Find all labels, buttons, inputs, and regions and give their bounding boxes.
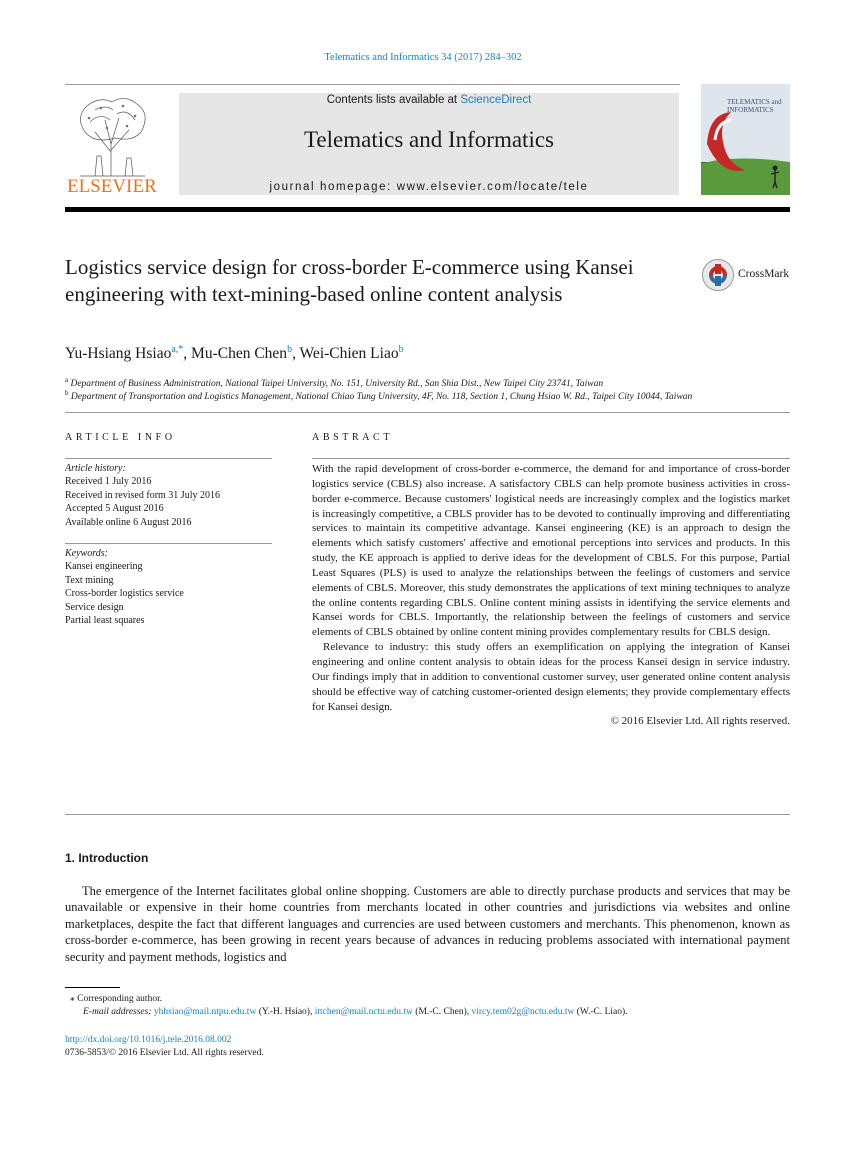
article-title: Logistics service design for cross-border E-commerce using Kansei engineering with text-mining-based online content analysis bbox=[65, 255, 634, 306]
author-affil-marker[interactable]: b bbox=[398, 344, 404, 355]
abstract-copyright: © 2016 Elsevier Ltd. All rights reserved. bbox=[610, 715, 790, 728]
keywords-label: Keywords: bbox=[65, 548, 108, 559]
corresponding-author-note: ⁎ Corresponding author. bbox=[70, 994, 163, 1004]
email-link[interactable]: vircy.tem02g@nctu.edu.tw bbox=[471, 1007, 575, 1017]
publisher-wordmark: ELSEVIER bbox=[67, 177, 157, 197]
header-rule bbox=[65, 207, 790, 212]
affiliation-b bbox=[65, 389, 692, 402]
history-item: Received in revised form 31 July 2016 bbox=[65, 489, 220, 501]
keywords-divider bbox=[65, 543, 272, 544]
author-affil-marker[interactable]: a,* bbox=[171, 344, 184, 355]
introduction-paragraph: The emergence of the Internet facilitates global online shopping. Customers are able to directly purchase products and services that may be unavailable or expensive in their home countries from merchants located in other countries and jurisdictions via websites and online marketplaces, despite the fact that different languages and currencies are used between customers and merchants. This phenomenon, known as cross-border e-commerce, has been growing in recent years because of advances in reducing problems associated with international payment security and payment methods, logistics and bbox=[65, 884, 790, 964]
author-name[interactable]: Wei-Chien Liao bbox=[299, 345, 399, 363]
cover-title bbox=[727, 98, 787, 114]
affiliation-marker: b bbox=[65, 389, 69, 397]
section-heading-introduction: 1. Introduction bbox=[65, 851, 149, 865]
affiliation-divider bbox=[65, 412, 790, 413]
journal-title: Telematics and Informatics bbox=[303, 127, 554, 152]
sciencedirect-link[interactable]: ScienceDirect bbox=[460, 94, 532, 106]
keyword-item: Service design bbox=[65, 601, 124, 613]
keywords-list bbox=[65, 547, 275, 627]
article-info-heading: ARTICLE INFO bbox=[65, 432, 176, 443]
cover-title-line2: INFORMATICS bbox=[727, 106, 774, 114]
author-name[interactable]: Yu-Hsiang Hsiao bbox=[65, 345, 172, 363]
keyword-item: Partial least squares bbox=[65, 615, 145, 627]
author-name[interactable]: Mu-Chen Chen bbox=[191, 345, 288, 363]
contents-prefix: Contents lists available at bbox=[326, 94, 461, 106]
author-affil-marker[interactable]: b bbox=[287, 344, 293, 355]
journal-citation-link[interactable]: Telematics and Informatics 34 (2017) 284–302 bbox=[324, 52, 522, 63]
email-owner: (Y.-H. Hsiao), bbox=[256, 1007, 315, 1017]
email-owner: (M.-C. Chen), bbox=[412, 1007, 472, 1017]
history-item: Accepted 5 August 2016 bbox=[65, 503, 164, 515]
header-divider bbox=[65, 84, 680, 85]
author-separator: , bbox=[292, 345, 300, 363]
history-item: Available online 6 August 2016 bbox=[65, 516, 192, 528]
article-history bbox=[65, 462, 275, 529]
affiliation-text: Department of Business Administration, National Taipei University, No. 151, University Rd., San Shia Dist., New Taipei City 23741, Taiwan bbox=[70, 379, 604, 390]
keyword-item: Cross-border logistics service bbox=[65, 588, 184, 600]
affiliation-text: Department of Transportation and Logistics Management, National Chiao Tung University, 4F, No. 118, Section 1, Chung Hsiao W. Rd., Taipei City 10044, Taiwan bbox=[70, 392, 693, 403]
journal-homepage[interactable]: journal homepage: www.elsevier.com/locate/tele bbox=[269, 181, 589, 193]
abstract-divider bbox=[312, 458, 790, 459]
abstract-paragraph: With the rapid development of cross-border e-commerce, the demand for and importance of cross-border logistics service (CBLS) also increase. A satisfactory CBLS can help promote business activities in cross-border e-commerce. Because customers' logistical needs are increasingly complex and the logistics market is increasingly competitive, a CBLS provider has to be devoted to continually improving and differentiating services to maintain its competitive advantage. Kansei engineering (KE) is an approach to design the elements which satisfy customers' affective and emotional perceptions into services and products. In this study, the KE approach is applied to derive ideas for the development of CBLS. For this purpose, Partial Least Squares (PLS) is used to analyze the relationships between the feelings of customers and service elements of CBLS. Moreover, this study demonstrates the applications of text mining techniques to analyze the online contents regarding CBLS. Online content mining assists in identifying the service elements and Kansei words for CBLS. Importantly, the relationship between the feelings of customers and service elements of CBLS obtained by online content mining provides complementary results for CBLS design. bbox=[312, 463, 790, 639]
email-addresses bbox=[83, 1007, 628, 1017]
issn-copyright: 0736-5853/© 2016 Elsevier Ltd. All rights reserved. bbox=[65, 1048, 264, 1058]
email-link[interactable]: ittchen@mail.nctu.edu.tw bbox=[314, 1007, 413, 1017]
abstract-end-divider bbox=[65, 814, 790, 815]
author-list bbox=[65, 344, 404, 363]
keyword-item: Text mining bbox=[65, 574, 114, 586]
journal-cover-image bbox=[701, 84, 790, 195]
email-label: E-mail addresses: bbox=[83, 1007, 152, 1017]
doi-link[interactable]: http://dx.doi.org/10.1016/j.tele.2016.08.002 bbox=[65, 1035, 232, 1045]
footnote-rule bbox=[65, 987, 120, 988]
contents-availability bbox=[179, 94, 679, 106]
crossmark-label[interactable]: CrossMark bbox=[738, 268, 790, 280]
keyword-item: Kansei engineering bbox=[65, 561, 143, 573]
cover-title-line1: TELEMATICS and bbox=[727, 98, 782, 106]
email-link[interactable]: yhhsiao@mail.ntpu.edu.tw bbox=[153, 1007, 257, 1017]
history-item: Received 1 July 2016 bbox=[65, 476, 152, 488]
article-info-divider bbox=[65, 458, 272, 459]
affiliation-marker: a bbox=[65, 376, 69, 384]
abstract-relevance: Relevance to industry: this study offers an exemplification on applying the integration of Kansei engineering and online content analysis to obtain ideas for the process Kansei design in service industry. Our findings imply that in addition to conventional customer survey, user generated online content analysis should be effective way of catching customer-oriented design elements; they provide complementary effects for Kansei design. bbox=[312, 641, 790, 713]
email-owner: (W.-C. Liao). bbox=[574, 1007, 628, 1017]
abstract-body bbox=[312, 462, 790, 729]
history-label: Article history: bbox=[65, 463, 126, 474]
author-separator: , bbox=[183, 345, 192, 363]
crossmark-icon[interactable] bbox=[701, 258, 735, 292]
abstract-heading: ABSTRACT bbox=[312, 432, 394, 443]
affiliation-a bbox=[65, 376, 603, 389]
